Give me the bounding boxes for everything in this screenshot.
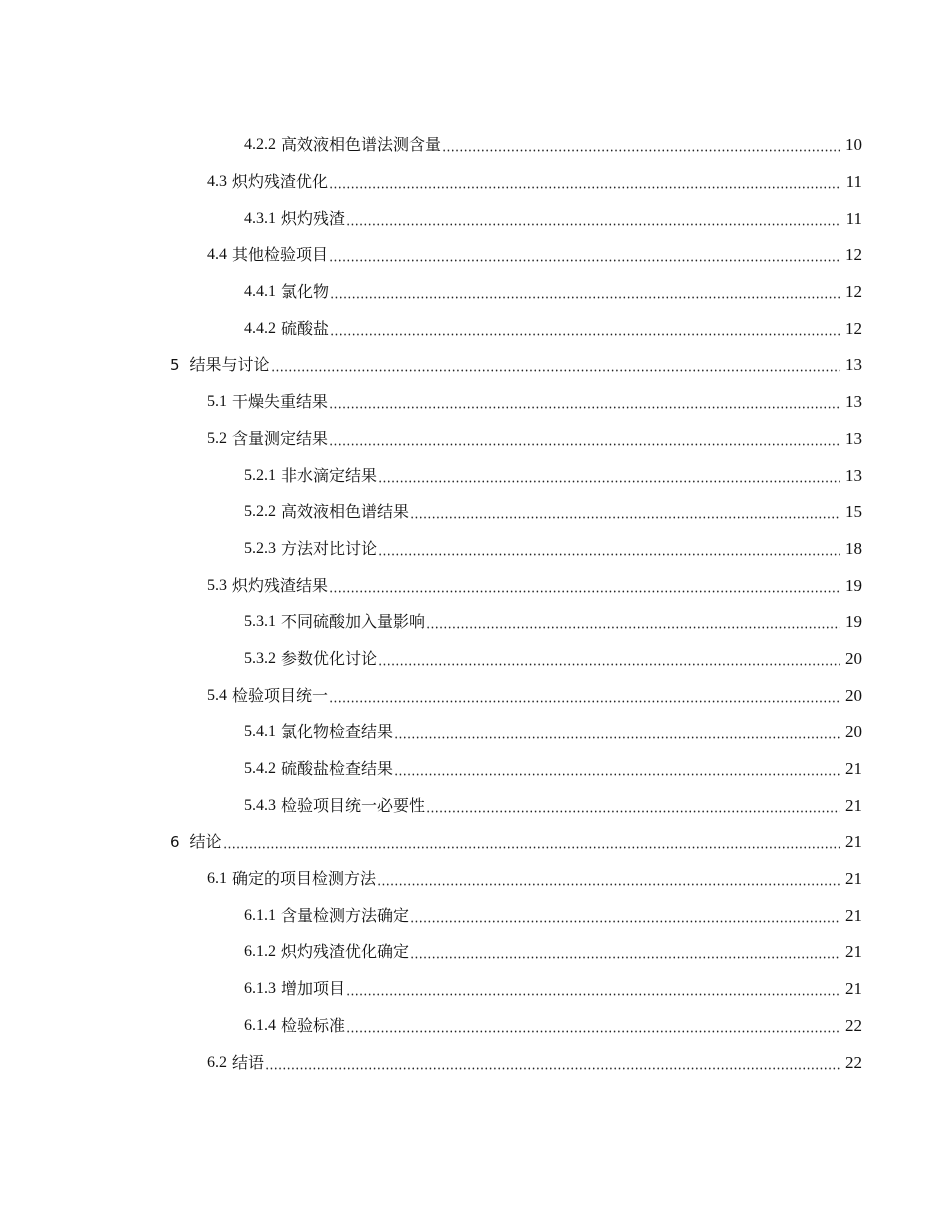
toc-entry[interactable]	[0, 531, 950, 568]
toc-entry-page-number: 13	[845, 428, 862, 448]
dot-leader	[330, 319, 840, 339]
toc-entry-page-number: 11	[845, 172, 862, 192]
toc-entry[interactable]	[0, 347, 950, 384]
toc-entry-page-number: 21	[845, 942, 862, 962]
toc-entry-page-number: 22	[845, 1052, 862, 1072]
dot-leader	[329, 686, 840, 706]
toc-entry-page-number: 12	[845, 318, 862, 338]
toc-entry-title: 氯化物	[281, 282, 330, 302]
toc-entry-page-number: 13	[845, 392, 862, 412]
toc-entry-page-number: 22	[845, 1015, 862, 1035]
toc-entry-number: 4.3	[207, 173, 227, 191]
toc-entry[interactable]	[0, 494, 950, 531]
toc-entry-number: 5	[170, 356, 180, 375]
toc-entry-page-number: 19	[845, 612, 862, 632]
toc-entry-title: 硫酸盐	[281, 318, 330, 338]
toc-entry[interactable]	[0, 127, 950, 164]
toc-entry-title: 非水滴定结果	[281, 465, 378, 485]
toc-entry-number: 5.3.2	[244, 649, 276, 667]
dot-leader	[346, 209, 840, 229]
toc-entry[interactable]	[0, 824, 950, 861]
toc-entry-title: 结语	[232, 1052, 265, 1072]
dot-leader	[378, 539, 840, 559]
toc-entry-number: 5.4.1	[244, 723, 276, 741]
toc-entry[interactable]	[0, 1008, 950, 1045]
toc-entry-title: 增加项目	[281, 979, 346, 999]
toc-entry-number: 6.1.3	[244, 980, 276, 998]
toc-entry-title: 检验项目统一必要性	[281, 795, 426, 815]
toc-entry-title: 氯化物检查结果	[281, 722, 394, 742]
toc-entry[interactable]	[0, 1044, 950, 1081]
toc-entry[interactable]	[0, 604, 950, 641]
toc-entry[interactable]	[0, 971, 950, 1008]
toc-entry[interactable]	[0, 751, 950, 788]
table-of-contents	[0, 127, 950, 1081]
dot-leader	[329, 576, 840, 596]
toc-entry-number: 5.2	[207, 429, 227, 447]
toc-entry-title: 结果与讨论	[189, 355, 270, 375]
toc-entry[interactable]	[0, 421, 950, 458]
dot-leader	[410, 906, 840, 926]
dot-leader	[442, 135, 840, 155]
dot-leader	[329, 172, 840, 192]
toc-entry-number: 6.1.2	[244, 943, 276, 961]
toc-entry-number: 5.4.3	[244, 796, 276, 814]
toc-entry[interactable]	[0, 787, 950, 824]
toc-entry[interactable]	[0, 200, 950, 237]
toc-entry-title: 结论	[189, 832, 222, 852]
toc-entry-page-number: 21	[845, 905, 862, 925]
toc-entry-title: 炽灼残渣优化	[232, 172, 329, 192]
toc-entry-number: 5.4.2	[244, 760, 276, 778]
toc-entry-title: 干燥失重结果	[232, 392, 329, 412]
dot-leader	[426, 612, 840, 632]
dot-leader	[410, 942, 840, 962]
dot-leader	[346, 979, 840, 999]
toc-entry-number: 6.1.1	[244, 906, 276, 924]
dot-leader	[394, 722, 840, 742]
toc-entry-title: 方法对比讨论	[281, 538, 378, 558]
toc-entry-number: 5.2.1	[244, 466, 276, 484]
toc-entry-page-number: 12	[845, 282, 862, 302]
toc-entry-page-number: 10	[845, 135, 862, 155]
toc-entry-number: 5.3.1	[244, 613, 276, 631]
toc-entry-title: 含量检测方法确定	[281, 905, 410, 925]
toc-entry-title: 炽灼残渣	[281, 208, 346, 228]
toc-entry-number: 4.4.1	[244, 283, 276, 301]
toc-entry-number: 5.4	[207, 686, 227, 704]
toc-entry-title: 检验项目统一	[232, 685, 329, 705]
toc-entry-page-number: 21	[845, 795, 862, 815]
toc-entry[interactable]	[0, 164, 950, 201]
toc-entry-title: 含量测定结果	[232, 428, 329, 448]
toc-entry-number: 6	[170, 833, 180, 852]
toc-entry-page-number: 21	[845, 979, 862, 999]
dot-leader	[346, 1016, 840, 1036]
toc-entry-page-number: 20	[845, 685, 862, 705]
dot-leader	[223, 832, 840, 852]
toc-entry-number: 6.2	[207, 1053, 227, 1071]
toc-entry-title: 不同硫酸加入量影响	[281, 612, 426, 632]
toc-entry[interactable]	[0, 861, 950, 898]
toc-entry-title: 高效液相色谱法测含量	[281, 135, 442, 155]
toc-entry-number: 4.2.2	[244, 136, 276, 154]
toc-entry-number: 5.2.2	[244, 503, 276, 521]
toc-entry-page-number: 21	[845, 759, 862, 779]
dot-leader	[378, 649, 840, 669]
toc-entry-page-number: 18	[845, 538, 862, 558]
dot-leader	[426, 796, 840, 816]
toc-entry-page-number: 21	[845, 869, 862, 889]
toc-entry-title: 高效液相色谱结果	[281, 502, 410, 522]
toc-entry-page-number: 12	[845, 245, 862, 265]
toc-entry-page-number: 20	[845, 722, 862, 742]
toc-entry[interactable]	[0, 567, 950, 604]
toc-entry-number: 4.4	[207, 246, 227, 264]
toc-entry[interactable]	[0, 274, 950, 311]
toc-entry-page-number: 20	[845, 648, 862, 668]
toc-entry-number: 5.2.3	[244, 539, 276, 557]
dot-leader	[265, 1053, 840, 1073]
dot-leader	[329, 392, 840, 412]
dot-leader	[330, 282, 840, 302]
toc-entry[interactable]	[0, 934, 950, 971]
toc-entry[interactable]	[0, 457, 950, 494]
toc-entry-title: 硫酸盐检查结果	[281, 759, 394, 779]
toc-entry-page-number: 19	[845, 575, 862, 595]
toc-entry-number: 5.3	[207, 576, 227, 594]
toc-entry[interactable]	[0, 641, 950, 678]
toc-entry-page-number: 11	[845, 208, 862, 228]
dot-leader	[394, 759, 840, 779]
toc-entry-number: 4.3.1	[244, 209, 276, 227]
toc-entry-number: 4.4.2	[244, 319, 276, 337]
toc-entry-page-number: 13	[845, 465, 862, 485]
dot-leader	[271, 355, 840, 375]
toc-entry[interactable]	[0, 310, 950, 347]
toc-entry-page-number: 13	[845, 355, 862, 375]
toc-entry[interactable]	[0, 714, 950, 751]
dot-leader	[410, 502, 840, 522]
toc-entry-number: 6.1.4	[244, 1016, 276, 1034]
toc-entry-title: 其他检验项目	[232, 245, 329, 265]
toc-entry[interactable]	[0, 384, 950, 421]
toc-entry-title: 确定的项目检测方法	[232, 869, 377, 889]
toc-entry-title: 参数优化讨论	[281, 648, 378, 668]
toc-entry-title: 炽灼残渣优化确定	[281, 942, 410, 962]
toc-entry[interactable]	[0, 677, 950, 714]
toc-entry[interactable]	[0, 897, 950, 934]
toc-entry-page-number: 15	[845, 502, 862, 522]
toc-entry-title: 检验标准	[281, 1015, 346, 1035]
toc-entry-number: 5.1	[207, 393, 227, 411]
toc-entry-page-number: 21	[845, 832, 862, 852]
toc-entry-number: 6.1	[207, 870, 227, 888]
dot-leader	[329, 245, 840, 265]
dot-leader	[378, 466, 840, 486]
toc-entry-title: 炽灼残渣结果	[232, 575, 329, 595]
dot-leader	[377, 869, 840, 889]
dot-leader	[329, 429, 840, 449]
toc-entry[interactable]	[0, 237, 950, 274]
